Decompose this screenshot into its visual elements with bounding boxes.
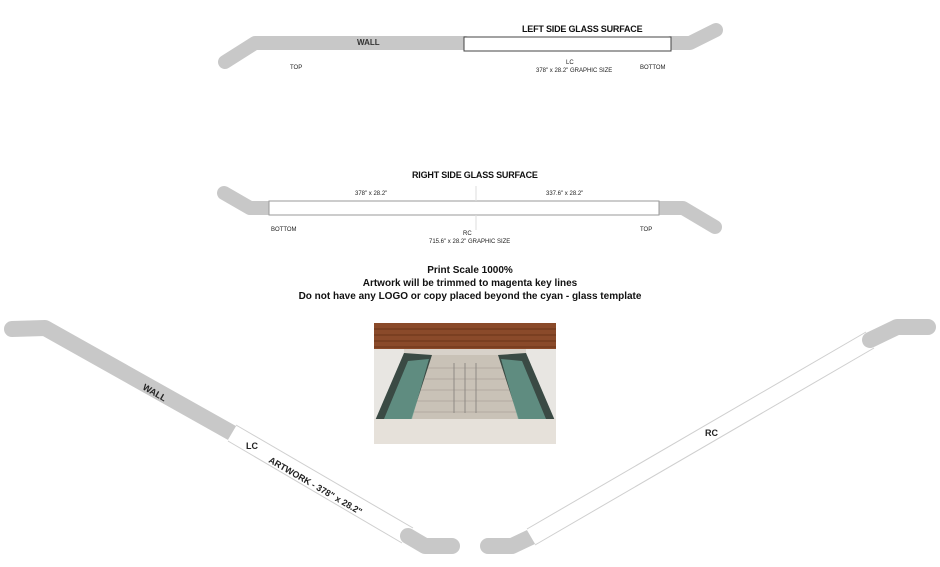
right-code-label: RC xyxy=(463,231,472,237)
right-bottom-label: BOTTOM xyxy=(271,227,297,233)
diagonal-wall-label: WALL xyxy=(141,382,169,404)
logo-note: Do not have any LOGO or copy placed beyond the cyan - glass template xyxy=(298,291,642,302)
right-glass-surface xyxy=(269,201,659,215)
diagonal-artwork-label: ARTWORK - 378" x 28.2" xyxy=(267,455,364,517)
left-bottom-label: BOTTOM xyxy=(640,65,666,71)
left-glass-surface xyxy=(464,37,671,51)
right-segment1-label: 378" x 28.2" xyxy=(355,191,388,197)
right-panel-title: RIGHT SIDE GLASS SURFACE xyxy=(412,170,538,180)
left-top-label: TOP xyxy=(290,65,303,71)
escalator-photo-icon xyxy=(374,323,556,444)
left-panel-title: LEFT SIDE GLASS SURFACE xyxy=(522,24,643,34)
right-size-label: 715.6" x 28.2" GRAPHIC SIZE xyxy=(429,239,511,245)
diagonal-lc-label: LC xyxy=(246,441,258,451)
right-top-label: TOP xyxy=(640,227,653,233)
left-size-label: 378" x 28.2" GRAPHIC SIZE xyxy=(536,68,613,74)
trim-note: Artwork will be trimmed to magenta key lines xyxy=(362,278,578,289)
left-code-label: LC xyxy=(566,60,574,66)
diagonal-rc-label: RC xyxy=(705,428,718,438)
escalator-photo xyxy=(374,323,556,444)
left-wall-label: WALL xyxy=(357,38,380,47)
right-segment2-label: 337.6" x 28.2" xyxy=(546,191,584,197)
print-scale-note: Print Scale 1000% xyxy=(427,265,513,276)
